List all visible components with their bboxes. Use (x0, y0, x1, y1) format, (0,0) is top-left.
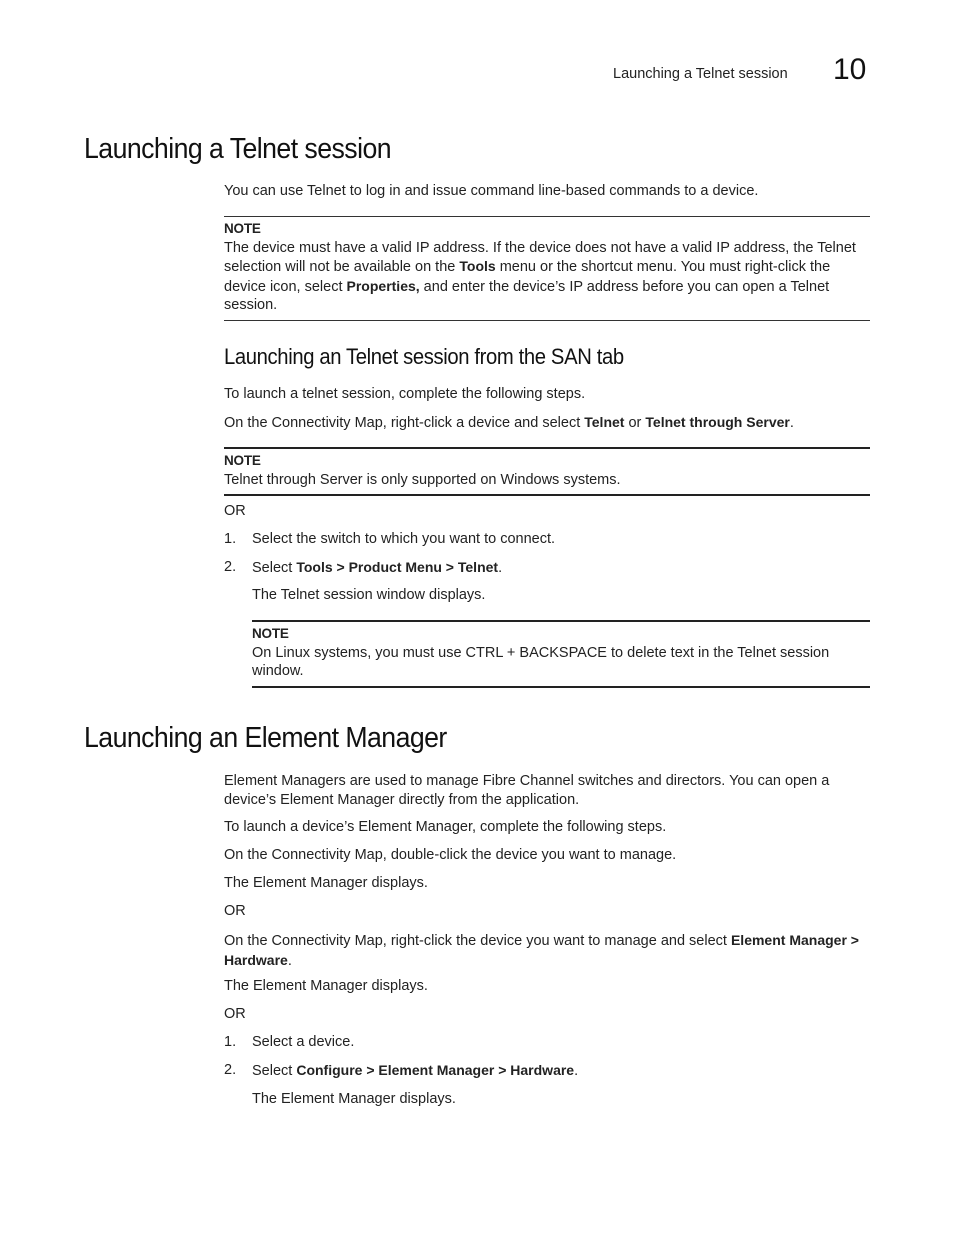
step-text: Select the switch to which you want to connect. (252, 531, 556, 547)
or-separator: OR (224, 903, 246, 919)
header-section-title: Launching a Telnet session (613, 66, 788, 82)
tools-product-menu-telnet-ref: Tools > Product Menu > Telnet (296, 559, 499, 575)
right-click-element-manager-instruction: On the Connectivity Map, right-click the device you want to manage and select Element Manager > Hardware. (224, 932, 859, 969)
note-valid-ip (224, 216, 870, 321)
element-manager-steps-intro: To launch a device’s Element Manager, complete the following steps. (224, 819, 667, 835)
step-number: 2. (224, 1062, 237, 1078)
step-text: Select Tools > Product Menu > Telnet. (252, 559, 503, 576)
heading-telnet-san-tab: Launching an Telnet session from the SAN tab (224, 344, 624, 369)
element-manager-hardware-ref: Element Manager > Hardware (224, 932, 859, 968)
step-text: Select a device. (252, 1034, 355, 1050)
note-windows-only (224, 447, 870, 496)
telnet-steps-intro: To launch a telnet session, complete the following steps. (224, 386, 586, 402)
element-manager-intro: Element Managers are used to manage Fibre Channel switches and directors. You can open a device’s Element Manager directly from the application. (224, 773, 830, 808)
note-text: On Linux systems, you must use CTRL + BACKSPACE to delete text in the Telnet session window. (252, 644, 830, 679)
heading-launching-element-manager: Launching an Element Manager (84, 722, 447, 754)
telnet-through-server-ref: Telnet through Server (645, 414, 790, 430)
step-number: 1. (224, 1034, 237, 1050)
note-text: The device must have a valid IP address. If the device does not have a valid IP address, the Telnet selection will not be available on the Tools menu or the shortcut menu. You must right-click the device icon, select Properties, and enter the device’s IP address before you can open a Telnet session. (224, 239, 856, 313)
properties-ref: Properties, (346, 277, 420, 294)
heading-launching-telnet: Launching a Telnet session (84, 133, 392, 165)
element-manager-result-1: The Element Manager displays. (224, 875, 428, 891)
step-number: 2. (224, 559, 237, 575)
note-label: NOTE (224, 453, 261, 468)
telnet-menu-ref: Telnet (584, 414, 625, 430)
note-text: Telnet through Server is only supported on Windows systems. (224, 471, 621, 488)
telnet-right-click-instruction: On the Connectivity Map, right-click a device and select Telnet or Telnet through Server. (224, 414, 794, 431)
tools-menu-ref: Tools (459, 258, 496, 274)
double-click-instruction: On the Connectivity Map, double-click the device you want to manage. (224, 847, 677, 863)
telnet-result: The Telnet session window displays. (252, 587, 486, 603)
configure-element-manager-hardware-ref: Configure > Element Manager > Hardware (296, 1062, 575, 1078)
chapter-number: 10 (833, 53, 867, 86)
or-separator: OR (224, 1006, 246, 1022)
note-label: NOTE (252, 626, 289, 641)
or-separator: OR (224, 503, 246, 519)
step-number: 1. (224, 531, 237, 547)
element-manager-result-3: The Element Manager displays. (252, 1091, 456, 1107)
step-text: Select Configure > Element Manager > Hardware. (252, 1062, 579, 1079)
note-linux-backspace (252, 620, 870, 688)
note-label: NOTE (224, 221, 261, 236)
element-manager-result-2: The Element Manager displays. (224, 978, 428, 994)
telnet-intro: You can use Telnet to log in and issue command line-based commands to a device. (224, 183, 759, 199)
